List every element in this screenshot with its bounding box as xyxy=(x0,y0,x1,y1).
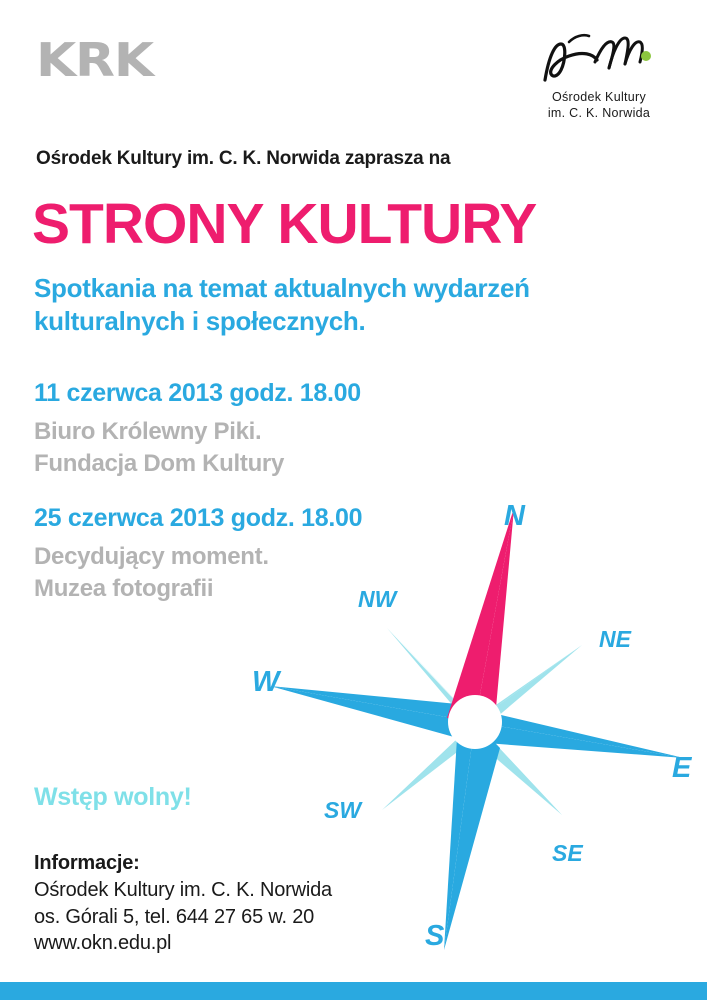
page-title: STRONY KULTURY xyxy=(32,192,537,256)
compass-label-s: S xyxy=(425,920,445,952)
krk-logo-text: KRK xyxy=(36,33,153,88)
event-date: 11 czerwca 2013 godz. 18.00 xyxy=(34,379,361,407)
institution-logo-line2: im. C. K. Norwida xyxy=(547,105,651,120)
krk-logo xyxy=(36,33,153,88)
compass-label-sw: SW xyxy=(324,797,362,823)
event-detail-line-1: Decydujący moment. xyxy=(34,543,269,570)
invitation-text: Ośrodek Kultury im. C. K. Norwida zaprasza na xyxy=(36,148,451,169)
event-date: 25 czerwca 2013 godz. 18.00 xyxy=(34,504,363,532)
compass-label-n: N xyxy=(504,500,525,532)
info-line-2: os. Górali 5, tel. 644 27 65 w. 20 xyxy=(34,905,315,928)
compass-label-w: W xyxy=(252,666,280,698)
event-item xyxy=(34,378,554,479)
free-entry-note: Wstęp wolny! xyxy=(34,783,192,811)
event-details xyxy=(34,416,554,479)
info-line-1: Ośrodek Kultury im. C. K. Norwida xyxy=(34,879,332,901)
compass-rose-graphic xyxy=(232,480,704,980)
compass-label-ne: NE xyxy=(599,626,631,652)
compass-label-se: SE xyxy=(552,840,583,866)
compass-rose-icon xyxy=(232,480,704,980)
norwid-signature-mark-icon xyxy=(519,30,679,88)
event-detail-line-2: Muzea fotografii xyxy=(34,574,214,602)
event-detail-line-2: Fundacja Dom Kultury xyxy=(34,449,285,477)
bottom-accent-bar xyxy=(0,982,707,1000)
compass-label-e: E xyxy=(672,752,692,784)
event-detail-line-1: Biuro Królewny Piki. xyxy=(34,418,262,445)
institution-logo-line1: Ośrodek Kultury xyxy=(551,90,647,104)
subtitle-line-2: kulturalnych i społecznych. xyxy=(34,306,366,337)
info-heading: Informacje: xyxy=(34,852,140,874)
compass-label-nw: NW xyxy=(358,586,397,612)
institution-logo xyxy=(519,30,679,121)
info-website: www.okn.edu.pl xyxy=(34,932,172,955)
subtitle xyxy=(34,272,674,339)
subtitle-line-1: Spotkania na temat aktualnych wydarzeń xyxy=(34,273,530,303)
